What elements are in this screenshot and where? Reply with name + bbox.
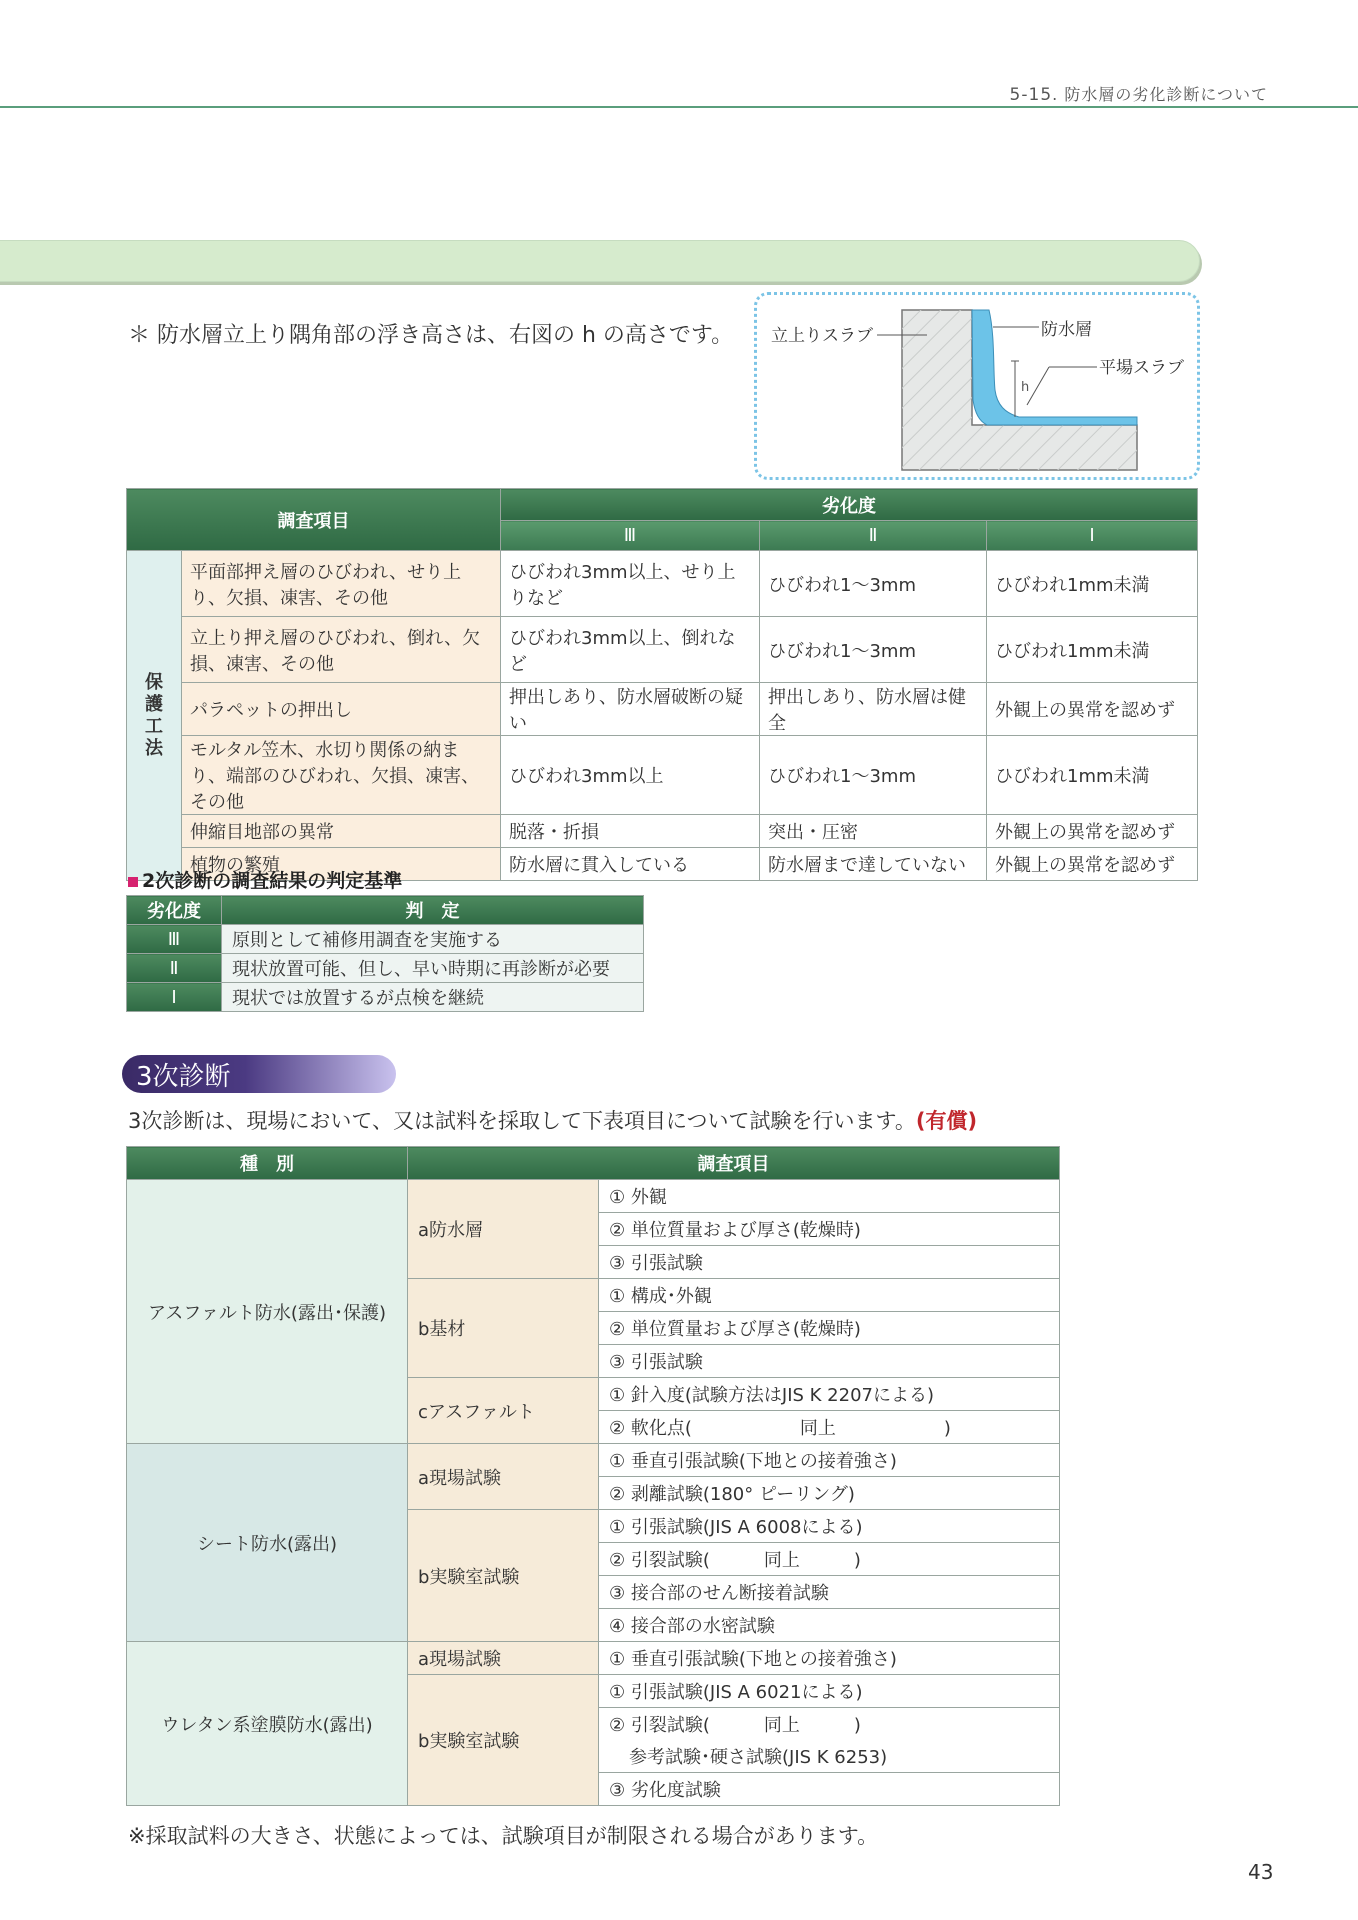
- test-item: ② 単位質量および厚さ(乾燥時): [599, 1312, 1060, 1345]
- table-row-item: パラペットの押出し: [182, 683, 501, 736]
- table-cell: ひびわれ3mm以上、せり上りなど: [501, 551, 760, 617]
- table-cell: ひびわれ1mm未満: [987, 551, 1198, 617]
- sub-category: a防水層: [408, 1180, 599, 1279]
- test-item: ③ 接合部のせん断接着試験: [599, 1576, 1060, 1609]
- table-cell: 防水層に貫入している: [501, 848, 760, 881]
- table-cell: ひびわれ1〜3mm: [760, 617, 987, 683]
- table-cell: 押出しあり、防水層破断の疑い: [501, 683, 760, 736]
- test-item: ① 垂直引張試験(下地との接着強さ): [599, 1444, 1060, 1477]
- header-kind: 種 別: [127, 1147, 408, 1180]
- table-cell: ひびわれ3mm以上、倒れなど: [501, 617, 760, 683]
- paid-label: (有償): [915, 1109, 978, 1133]
- table-cell: 外観上の異常を認めず: [987, 848, 1198, 881]
- category-label: 保護工法: [127, 551, 182, 881]
- tertiary-test-table: [126, 1146, 1060, 1806]
- test-item: ① 針入度(試験方法はJIS K 2207による): [599, 1378, 1060, 1411]
- header-degree: 劣化度: [501, 489, 1198, 521]
- kind-asphalt: アスファルト防水(露出･保護): [127, 1180, 408, 1444]
- degree-cell: Ⅱ: [127, 954, 222, 983]
- degree-3: Ⅲ: [501, 521, 760, 551]
- sub-category: cアスファルト: [408, 1378, 599, 1444]
- judgement-cell: 現状では放置するが点検を継続: [222, 983, 644, 1012]
- test-item: ② 引裂試験( 同上 ): [599, 1543, 1060, 1576]
- table-row-item: モルタル笠木、水切り関係の納まり、端部のひびわれ、欠損、凍害、その他: [182, 736, 501, 815]
- test-item: ④ 接合部の水密試験: [599, 1609, 1060, 1642]
- test-item: ③ 劣化度試験: [599, 1773, 1060, 1806]
- test-item: ③ 引張試験: [599, 1345, 1060, 1378]
- section-band: [0, 240, 1200, 282]
- test-item: ① 垂直引張試験(下地との接着強さ): [599, 1642, 1060, 1675]
- degree-cell: Ⅲ: [127, 925, 222, 954]
- table-cell: ひびわれ1〜3mm: [760, 736, 987, 815]
- header-degree: 劣化度: [127, 896, 222, 925]
- kind-sheet: シート防水(露出): [127, 1444, 408, 1642]
- judgement-cell: 現状放置可能、但し、早い時期に再診断が必要: [222, 954, 644, 983]
- square-bullet-icon: [128, 877, 138, 887]
- test-item: ② 引裂試験( 同上 ): [599, 1708, 1060, 1741]
- table-cell: 突出・圧密: [760, 815, 987, 848]
- sub-category: b実験室試験: [408, 1675, 599, 1806]
- page-number: 43: [1248, 1860, 1274, 1884]
- test-item: 参考試験･硬さ試験(JIS K 6253): [599, 1740, 1060, 1773]
- waterproof-label: 防水層: [1041, 320, 1092, 340]
- judgement-table: [126, 895, 644, 1012]
- judgement-cell: 原則として補修用調査を実施する: [222, 925, 644, 954]
- table-row-item: 立上り押え層のひびわれ、倒れ、欠損、凍害、その他: [182, 617, 501, 683]
- judgement-table-title: 2次診断の調査結果の判定基準: [128, 866, 402, 893]
- section3-title: 3次診断: [136, 1062, 231, 1092]
- table-cell: 外観上の異常を認めず: [987, 683, 1198, 736]
- footnote: ※採取試料の大きさ、状態によっては、試験項目が制限される場合があります。: [128, 1824, 879, 1848]
- sub-category: b実験室試験: [408, 1510, 599, 1642]
- table-cell: 外観上の異常を認めず: [987, 815, 1198, 848]
- table-cell: ひびわれ1〜3mm: [760, 551, 987, 617]
- table-row-item: 平面部押え層のひびわれ、せり上り、欠損、凍害、その他: [182, 551, 501, 617]
- test-item: ① 引張試験(JIS A 6021による): [599, 1675, 1060, 1708]
- header-test-item: 調査項目: [408, 1147, 1060, 1180]
- test-item: ① 構成･外観: [599, 1279, 1060, 1312]
- degree-2: Ⅱ: [760, 521, 987, 551]
- sub-category: a現場試験: [408, 1444, 599, 1510]
- table-row-item: 伸縮目地部の異常: [182, 815, 501, 848]
- table-row-item: 植物の繁殖: [182, 848, 501, 881]
- test-item: ③ 引張試験: [599, 1246, 1060, 1279]
- flat-slab-label: 平場スラブ: [1099, 358, 1184, 378]
- section3-intro: 3次診断は、現場において、又は試料を採取して下表項目について試験を行います。(有償): [128, 1109, 978, 1133]
- table-cell: ひびわれ3mm以上: [501, 736, 760, 815]
- table-cell: ひびわれ1mm未満: [987, 736, 1198, 815]
- test-item: ② 剥離試験(180° ピーリング): [599, 1477, 1060, 1510]
- running-header: 5-15. 防水層の劣化診断について: [1009, 85, 1268, 105]
- degree-cell: Ⅰ: [127, 983, 222, 1012]
- sub-category: b基材: [408, 1279, 599, 1378]
- note-text: ＊ 防水層立上り隅角部の浮き高さは、右図の h の高さです。: [128, 323, 734, 348]
- kind-urethane: ウレタン系塗膜防水(露出): [127, 1642, 408, 1806]
- table-cell: 防水層まで達していない: [760, 848, 987, 881]
- rising-slab-label: 立上りスラブ: [771, 326, 873, 346]
- h-label: h: [1021, 380, 1030, 395]
- sub-category: a現場試験: [408, 1642, 599, 1675]
- test-item: ① 外観: [599, 1180, 1060, 1213]
- degree-1: Ⅰ: [987, 521, 1198, 551]
- degradation-table: [126, 488, 1198, 881]
- test-item: ① 引張試験(JIS A 6008による): [599, 1510, 1060, 1543]
- table-cell: 脱落・折損: [501, 815, 760, 848]
- corner-diagram: [754, 292, 1200, 480]
- header-judgement: 判 定: [222, 896, 644, 925]
- header-survey-item: 調査項目: [127, 489, 501, 551]
- table-cell: 押出しあり、防水層は健全: [760, 683, 987, 736]
- test-item: ② 軟化点( 同上 ): [599, 1411, 1060, 1444]
- table-cell: ひびわれ1mm未満: [987, 617, 1198, 683]
- header-rule: [0, 106, 1358, 108]
- test-item: ② 単位質量および厚さ(乾燥時): [599, 1213, 1060, 1246]
